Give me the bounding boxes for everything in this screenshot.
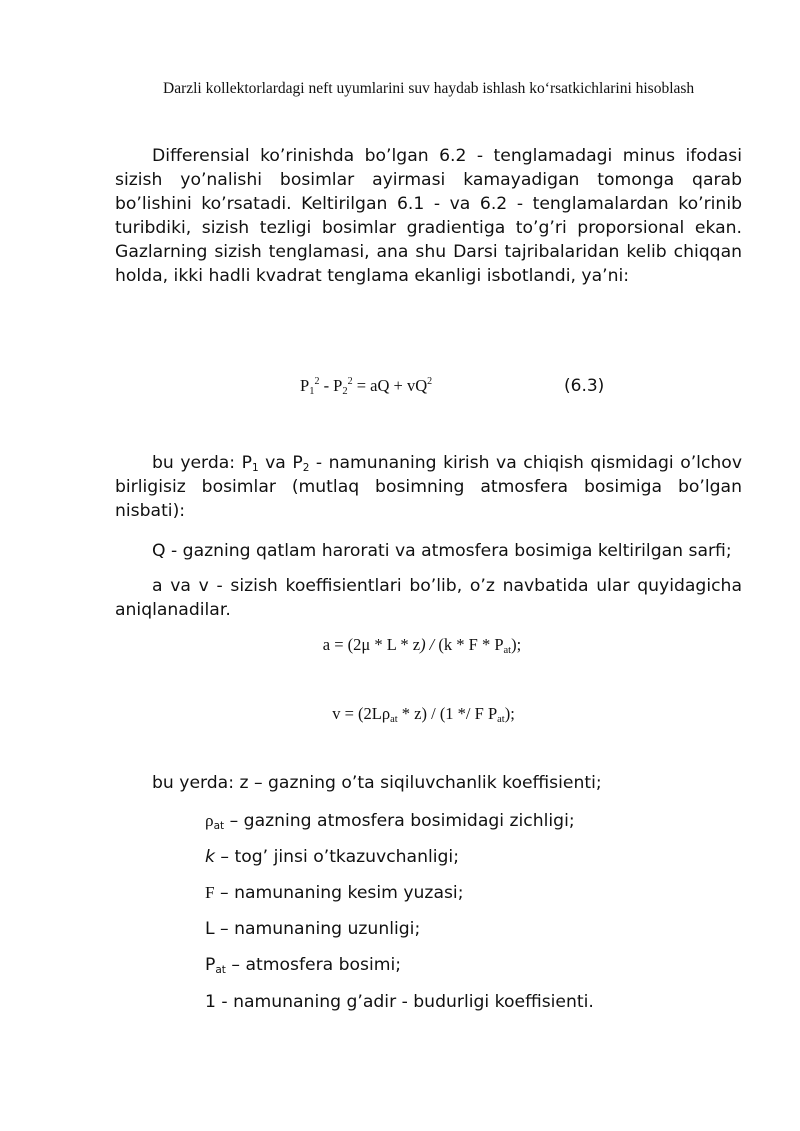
equation-a: $a = (2\mu * L * z) / (k * F * P_{at})$; (322, 635, 522, 656)
definition-pat: $P_{at}$ – atmosfera bosimi; (205, 955, 402, 976)
page-header (115, 78, 742, 99)
coefficients-paragraph: a va v - sizish koeffisientlari bo’lib, o’z navbatida ular quyidagicha aniqlanadilar. (115, 576, 742, 620)
definition-f: F – namunaning kesim yuzasi; (205, 883, 464, 903)
where-z-paragraph: bu yerda: z – gazning o’ta siqiluvchanlik koeffisienti; (152, 773, 602, 793)
q-definition: Q - gazning qatlam harorati va atmosfera bosimiga keltirilgan sarfi; (152, 541, 732, 561)
intro-paragraph: Differensial ko’rinishda bo’lgan 6.2 - tenglamadagi minus ifodasi sizish yo’nalishi bosimlar ayirmasi kamayadigan tomonga qarab bo’lishini ko’rsatadi. Keltirilgan 6.1 - va 6.2 - tenglamalardan ko’rinib turibdiki, sizish tezligi bosimlar gradientiga to’g’ri proporsional ekan. Gazlarning sizish tenglamasi, ana shu Darsi tajribalaridan kelib chiqqan holda, ikki hadli kvadrat tenglama ekanligi isbotlandi, ya’ni: (115, 146, 742, 286)
header-title: Darzli kollektorlardagi neft uyumlarini suv haydab ishlash ko‘rsatkichlarini hisoblash (163, 80, 695, 97)
where-p-paragraph: bu yerda: $P_1$ va $P_2$ - namunaning kirish va chiqish qismidagi o’lchov birligisiz bosimlar (mutlaq bosimning atmosfera bosimiga bo’lgan nisbati): (115, 453, 742, 521)
equation-6-3-formula: $P_1^2 - P_2^2$ = aQ + $vQ^2$ (300, 376, 433, 397)
equation-number: (6.3) (564, 376, 605, 396)
definition-l: L – namunaning uzunligi; (205, 919, 421, 939)
equation-6-3 (0, 376, 800, 402)
equation-v: $v = (2L\rho_{at} * z) / (1 */ F$ $P_{at}$); (332, 704, 515, 725)
definition-k: k – tog’ jinsi o’tkazuvchanligi; (205, 847, 460, 867)
definition-roughness: 1 - namunaning g’adir - budurligi koeffisienti. (205, 992, 594, 1012)
definition-rho: $\rho_{at}$ – gazning atmosfera bosimidagi zichligi; (205, 811, 575, 832)
